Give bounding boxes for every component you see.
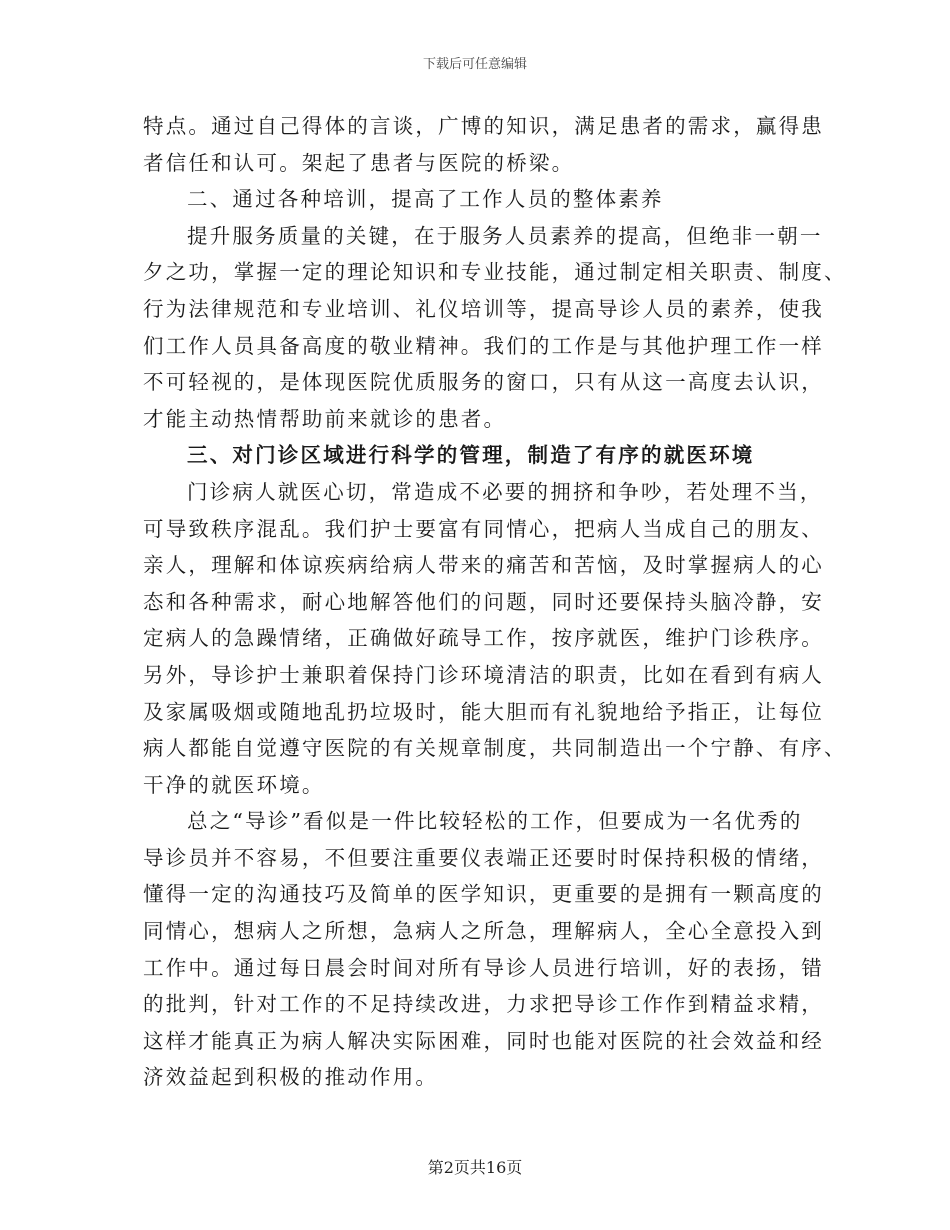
text-line: 们工作人员具备高度的敬业精神。我们的工作是与其他护理工作一样 — [143, 333, 824, 358]
text-line: 特点。通过自己得体的言谈，广博的知识，满足患者的需求，赢得患 — [143, 114, 824, 138]
text-line: 干净的就医环境。 — [143, 772, 325, 797]
text-line: 亲人，理解和体谅疾病给病人带来的痛苦和苦恼，及时掌握病人的心 — [143, 553, 824, 578]
text-line: 总之“导诊”看似是一件比较轻松的工作，但要成为一名优秀的 — [187, 809, 803, 834]
page-footer: 第2页共16页 — [427, 1158, 523, 1177]
text-line: 这样才能真正为病人解决实际困难，同时也能对医院的社会效益和经 — [143, 1028, 824, 1053]
document-body — [143, 108, 847, 1096]
section-heading: 二、通过各种培训，提高了工作人员的整体素养 — [187, 187, 664, 212]
text-line: 态和各种需求，耐心地解答他们的问题，同时还要保持头脑冷静，安 — [143, 589, 824, 614]
text-line: 工作中。通过每日晨会时间对所有导诊人员进行培训，好的表扬，错 — [143, 955, 824, 980]
text-line: 可导致秩序混乱。我们护士要富有同情心，把病人当成自己的朋友、 — [143, 516, 824, 541]
text-line: 的批判，针对工作的不足持续改进，力求把导诊工作作到精益求精， — [143, 992, 824, 1017]
text-line: 门诊病人就医心切，常造成不必要的拥挤和争吵，若处理不当， — [187, 479, 823, 504]
text-line: 懂得一定的沟通技巧及简单的医学知识，更重要的是拥有一颗高度的 — [143, 882, 824, 907]
text-line: 病人都能自觉遵守医院的有关规章制度，共同制造出一个宁静、有序、 — [143, 736, 847, 761]
page-header: 下载后可任意编辑 — [422, 57, 527, 72]
text-line: 夕之功，掌握一定的理论知识和专业技能，通过制定相关职责、制度、 — [143, 260, 847, 285]
text-line: 行为法律规范和专业培训、礼仪培训等，提高导诊人员的素养，使我 — [143, 296, 824, 321]
text-line: 者信任和认可。架起了患者与医院的桥梁。 — [143, 150, 575, 175]
text-line: 才能主动热情帮助前来就诊的患者。 — [143, 406, 507, 431]
text-line: 定病人的急躁情绪，正确做好疏导工作，按序就医，维护门诊秩序。 — [143, 626, 824, 651]
section-heading: 三、对门诊区域进行科学的管理，制造了有序的就医环境 — [187, 443, 755, 468]
text-line: 及家属吸烟或随地乱扔垃圾时，能大胆而有礼貌地给予指正，让每位 — [143, 699, 824, 724]
text-line: 导诊员并不容易，不但要注重要仪表端正还要时时保持积极的情绪， — [143, 845, 824, 870]
text-line: 济效益起到积极的推动作用。 — [143, 1065, 439, 1090]
text-line: 同情心，想病人之所想，急病人之所急，理解病人，全心全意投入到 — [143, 919, 824, 944]
text-line: 另外，导诊护士兼职着保持门诊环境清洁的职责，比如在看到有病人 — [143, 662, 824, 687]
text-line: 不可轻视的，是体现医院优质服务的窗口，只有从这一高度去认识， — [143, 370, 824, 395]
text-line: 提升服务质量的关键，在于服务人员素养的提高，但绝非一朝一 — [187, 223, 823, 248]
